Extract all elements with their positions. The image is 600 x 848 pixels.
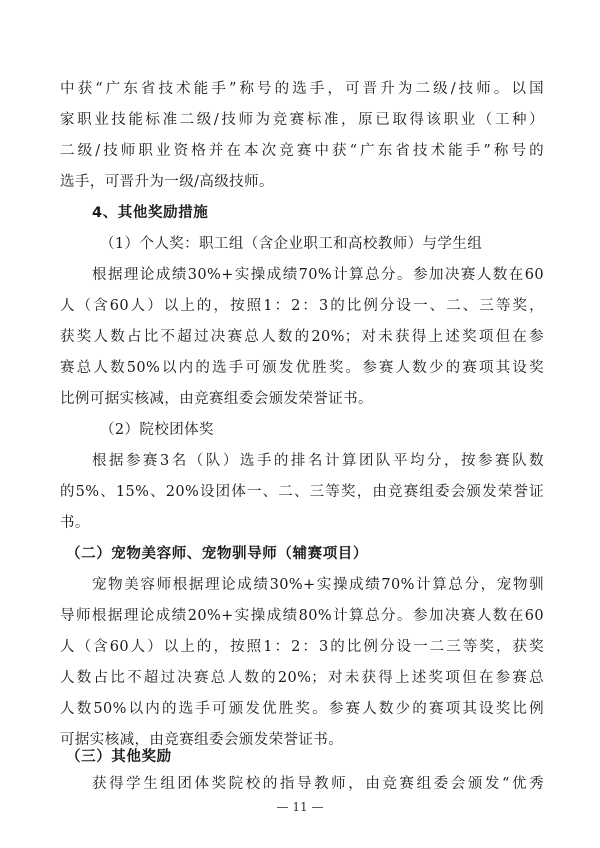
paragraph-line: 人数50%以内的选手可颁发优胜奖。参赛人数少的赛项其设奖比例 [60, 701, 544, 717]
paragraph-line: 导师根据理论成绩20%+实操成绩80%计算总分。参加决赛人数在60 [60, 608, 544, 624]
paragraph-line: 选手，可晋升为一级/高级技师。 [60, 174, 274, 190]
section-heading: （二）宠物美容师、宠物驯导师（辅赛项目） [66, 546, 368, 562]
paragraph-line: 人（含60人）以上的，按照1：2：3的比例分设一二三等奖，获奖 [60, 639, 544, 655]
paragraph-line: 人（含60人）以上的，按照1：2：3的比例分设一、二、三等奖， [60, 298, 544, 314]
subsection-heading: （2）院校团体奖 [100, 422, 214, 438]
paragraph-line: 宠物美容师根据理论成绩30%+实操成绩70%计算总分，宠物驯 [92, 577, 544, 593]
section-heading: （三）其他奖励 [66, 749, 172, 765]
section-heading: 4、其他奖励措施 [92, 205, 209, 221]
paragraph-line: 获得学生组团体奖院校的指导教师，由竞赛组委会颁发“优秀 [92, 776, 544, 792]
paragraph-line: 二级/技师职业资格并在本次竞赛中获“广东省技术能手”称号的 [60, 143, 544, 159]
paragraph-line: 可据实核减，由竞赛组委会颁发荣誉证书。 [60, 732, 344, 748]
paragraph-line: 根据参赛3名（队）选手的排名计算团队平均分，按参赛队数 [92, 453, 544, 469]
paragraph-line: 人数占比不超过决赛总人数的20%；对未获得上述奖项但在参赛总 [60, 670, 544, 686]
paragraph-line: 获奖人数占比不超过决赛总人数的20%；对未获得上述奖项但在参 [60, 329, 544, 345]
subsection-heading: （1）个人奖：职工组（含企业职工和高校教师）与学生组 [100, 236, 483, 252]
paragraph-line: 书。 [60, 515, 90, 531]
paragraph-line: 赛总人数50%以内的选手可颁发优胜奖。参赛人数少的赛项其设奖 [60, 360, 544, 376]
page-number: — 11 — [276, 800, 324, 814]
paragraph-line: 中获“广东省技术能手”称号的选手，可晋升为二级/技师。以国 [60, 81, 544, 97]
paragraph-line: 家职业技能标准二级/技师为竞赛标准，原已取得该职业（工种） [60, 112, 544, 128]
paragraph-line: 的5%、15%、20%设团体一、二、三等奖，由竞赛组委会颁发荣誉证 [60, 484, 544, 500]
paragraph-line: 根据理论成绩30%+实操成绩70%计算总分。参加决赛人数在60 [92, 267, 544, 283]
paragraph-line: 比例可据实核减，由竞赛组委会颁发荣誉证书。 [60, 391, 373, 407]
